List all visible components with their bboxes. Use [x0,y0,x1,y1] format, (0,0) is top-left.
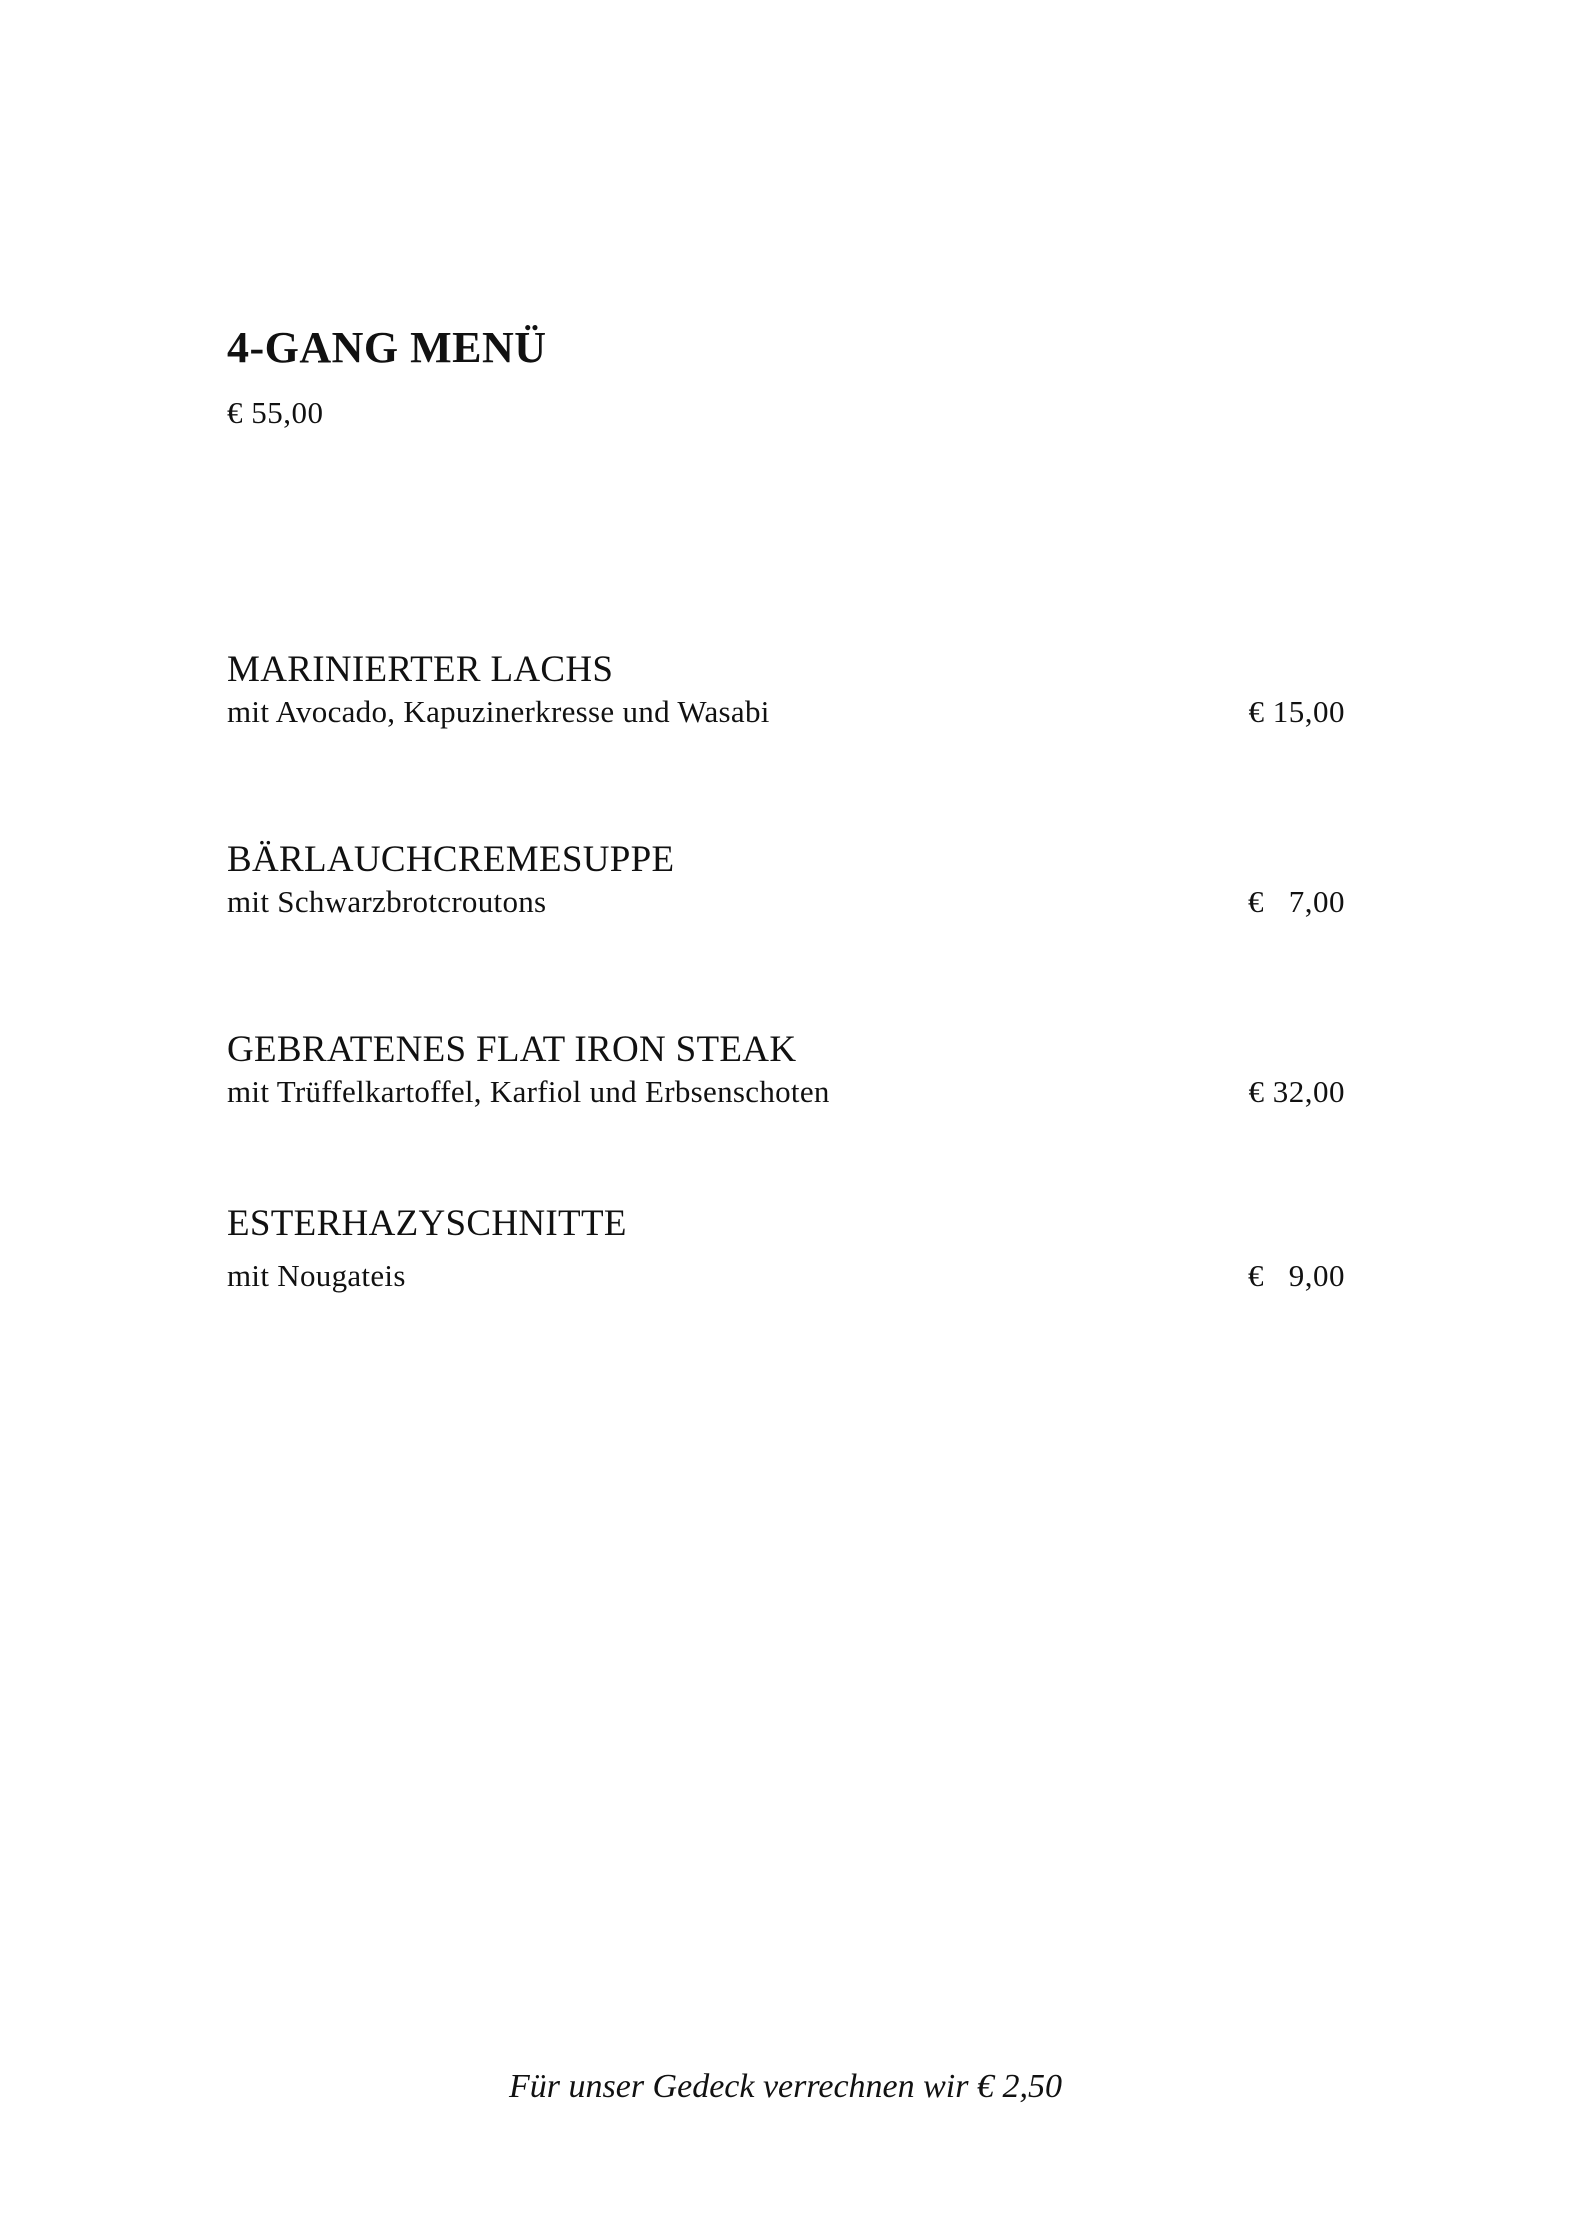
course-price: € 7,00 [1248,884,1345,919]
course-price: € 15,00 [1248,694,1345,729]
course-item [227,838,1345,922]
course-name: BÄRLAUCHCREMESUPPE [227,839,675,880]
course-name: ESTERHAZYSCHNITTE [227,1203,627,1244]
course-item [227,1028,1345,1112]
cover-charge-note: Für unser Gedeck verrechnen wir € 2,50 [509,2068,1062,2105]
menu-price: € 55,00 [227,395,324,430]
course-item [227,1202,1345,1296]
course-name: GEBRATENES FLAT IRON STEAK [227,1029,797,1070]
course-price: € 32,00 [1248,1074,1345,1109]
menu-title: 4-GANG MENÜ [227,323,547,372]
course-description: mit Trüffelkartoffel, Karfiol und Erbsenschoten [227,1074,830,1109]
course-price: € 9,00 [1248,1258,1345,1293]
course-name: MARINIERTER LACHS [227,649,614,690]
course-item [227,648,1345,732]
course-description: mit Nougateis [227,1258,406,1293]
course-description: mit Avocado, Kapuzinerkresse und Wasabi [227,694,770,729]
course-description: mit Schwarzbrotcroutons [227,884,547,919]
